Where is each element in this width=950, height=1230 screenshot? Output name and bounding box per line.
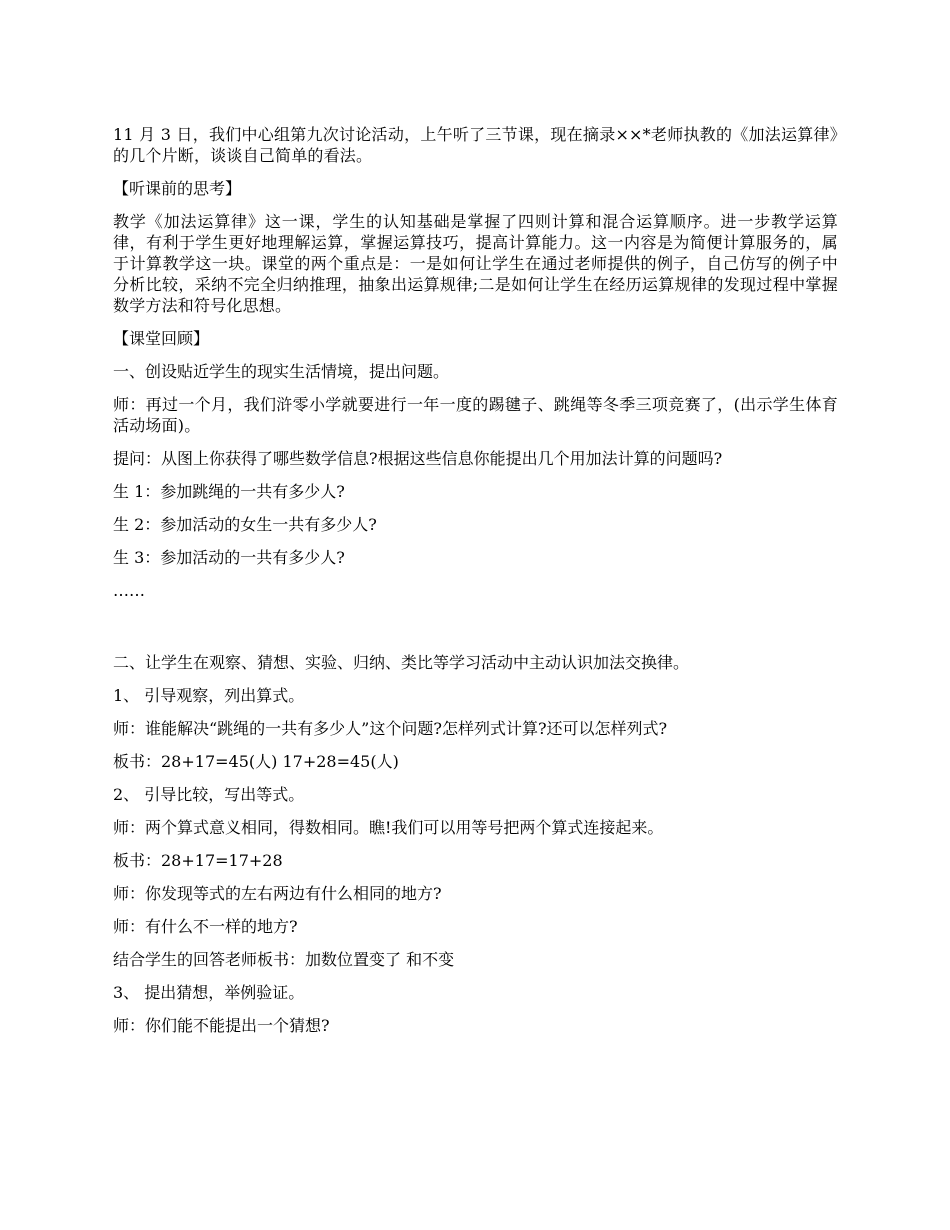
step-2: 2、 引导比较，写出等式。: [113, 785, 305, 804]
teacher-line-6: 师：你们能不能提出一个猜想?: [113, 1016, 330, 1035]
section1-title: 一、创设贴近学生的现实生活情境，提出问题。: [113, 362, 450, 381]
teacher-line-3: 师：两个算式意义相同，得数相同。瞧!我们可以用等号把两个算式连接起来。: [113, 818, 664, 837]
student-answer-3: 生 3：参加活动的一共有多少人?: [113, 548, 345, 567]
teacher-line-2: 师：谁能解决“跳绳的一共有多少人”这个问题?怎样列式计算?还可以怎样列式?: [113, 719, 668, 738]
section2-title: 二、让学生在观察、猜想、实验、归纳、类比等学习活动中主动认识加法交换律。: [113, 653, 690, 672]
heading-before-class: 【听课前的思考】: [113, 179, 242, 198]
student-answer-1: 生 1：参加跳绳的一共有多少人?: [113, 482, 345, 501]
board-note-1: 板书：28+17=45(人) 17+28=45(人): [113, 752, 399, 771]
step-1: 1、 引导观察，列出算式。: [113, 686, 305, 705]
board-note-3: 结合学生的回答老师板书：加数位置变了 和不变: [113, 950, 455, 969]
teacher-line-4: 师：你发现等式的左右两边有什么相同的地方?: [113, 884, 442, 903]
before-class-paragraph: 教学《加法运算律》这一课，学生的认知基础是掌握了四则计算和混合运算顺序。进一步教学运算律，有利于学生更好地理解运算，掌握运算技巧，提高计算能力。这一内容是为简便计算服务的，属于计算教学这一块。课堂的两个重点是：一是如何让学生在通过老师提供的例子，自己仿写的例子中分析比较，采纳不完全归纳推理，抽象出运算规律;二是如何让学生在经历运算规律的发现过程中掌握数学方法和符号化思想。: [113, 212, 838, 315]
step-3: 3、 提出猜想，举例验证。: [113, 983, 305, 1002]
board-note-2: 板书：28+17=17+28: [113, 851, 283, 870]
document-body: [113, 124, 838, 1036]
question-line: 提问：从图上你获得了哪些数学信息?根据这些信息你能提出几个用加法计算的问题吗?: [113, 449, 723, 468]
heading-class-review: 【课堂回顾】: [113, 329, 210, 348]
teacher-line-5: 师：有什么不一样的地方?: [113, 917, 298, 936]
ellipsis: ……: [113, 581, 145, 600]
intro-paragraph: 11 月 3 日，我们中心组第九次讨论活动，上午听了三节课，现在摘录××*老师执教的《加法运算律》的几个片断，谈谈自己简单的看法。: [113, 125, 838, 165]
student-answer-2: 生 2：参加活动的女生一共有多少人?: [113, 515, 377, 534]
teacher-line-1: 师：再过一个月，我们浒零小学就要进行一年一度的踢毽子、跳绳等冬季三项竞赛了，(出示学生体育活动场面)。: [113, 395, 838, 435]
